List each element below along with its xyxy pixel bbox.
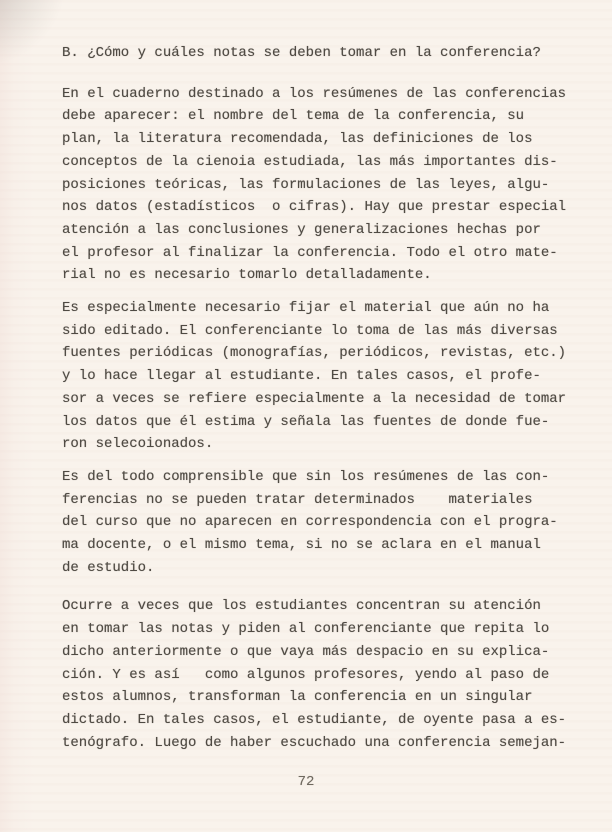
text-line: atención a las conclusiones y generalizaciones hechas por [62, 221, 541, 238]
page-number: 72 [297, 774, 315, 790]
text-line: ción. Y es así como algunos profesores, yendo al paso de [62, 666, 550, 683]
text-line: los datos que él estima y señala las fuentes de donde fue- [62, 413, 550, 430]
text-line: tenógrafo. Luego de haber escuchado una conferencia semejan- [62, 734, 567, 751]
section-heading: B. ¿Cómo y cuáles notas se deben tomar en la conferencia? [62, 45, 541, 61]
paragraph [62, 466, 574, 580]
text-line: Es especialmente necesario fijar el material que aún no ha [62, 300, 550, 317]
text-line: y lo hace llegar al estudiante. En tales casos, el profe- [62, 368, 541, 385]
text-line: de estudio. [62, 559, 155, 576]
text-line: en tomar las notas y piden al conferenciante que repita lo [62, 621, 550, 638]
text-line: ferencias no se pueden tratar determinados materiales [62, 491, 533, 508]
text-line: ma docente, o el mismo tema, si no se aclara en el manual [62, 537, 541, 554]
paragraph [62, 595, 574, 754]
text-line: En el cuaderno destinado a los resúmenes de las conferencias [62, 85, 567, 102]
text-line: sor a veces se refiere especialmente a la necesidad de tomar [62, 390, 567, 407]
text-line: dictado. En tales casos, el estudiante, de oyente pasa a es- [62, 711, 567, 728]
text-line: Es del todo comprensible que sin los resúmenes de las con- [62, 468, 550, 485]
text-line: nos datos (estadísticos o cifras). Hay que prestar especial [62, 199, 567, 216]
text-line: plan, la literatura recomendada, las definiciones de los [62, 131, 533, 148]
text-line: sido editado. El conferenciante lo toma de las más diversas [62, 322, 558, 339]
text-line: fuentes periódicas (monografías, periódicos, revistas, etc.) [62, 345, 567, 362]
text-line: rial no es necesario tomarlo detalladamente. [62, 267, 432, 284]
text-line: del curso que no aparecen en correspondencia con el progra- [62, 514, 558, 531]
text-line: estos alumnos, transforman la conferencia en un singular [62, 689, 533, 706]
text-line: dicho anteriormente o que vaya más despacio en su explica- [62, 643, 550, 660]
text-line: el profesor al finalizar la conferencia. Todo el otro mate- [62, 244, 558, 261]
text-line: posiciones teóricas, las formulaciones de las leyes, algu- [62, 176, 550, 193]
paragraph [62, 297, 574, 456]
text-line: debe aparecer: el nombre del tema de la conferencia, su [62, 108, 525, 125]
text-line: conceptos de la cienoia estudiada, las más importantes dis- [62, 153, 558, 170]
text-line: Ocurre a veces que los estudiantes concentran su atención [62, 598, 541, 615]
paragraph [62, 83, 574, 287]
text-column [62, 42, 574, 764]
text-line: ron selecoionados. [62, 436, 214, 453]
